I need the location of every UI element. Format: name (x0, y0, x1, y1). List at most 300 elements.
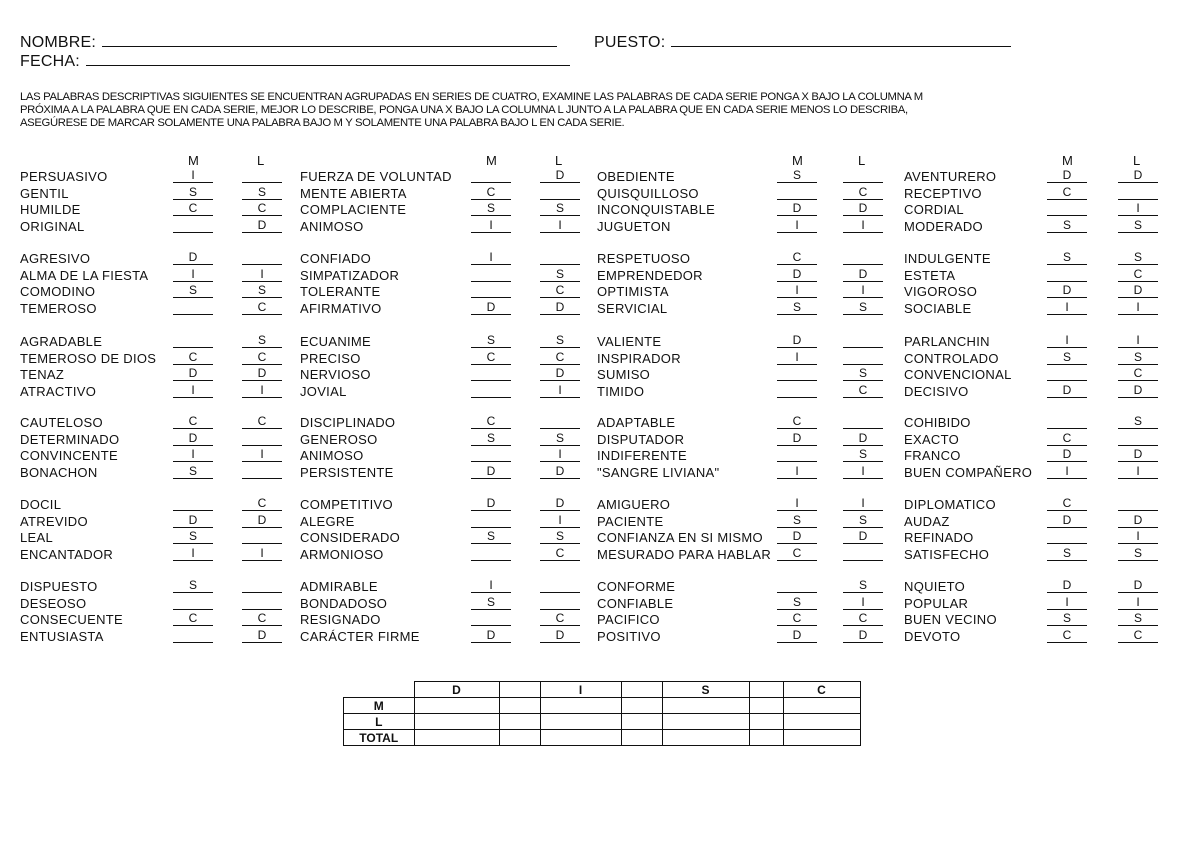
score-row-total (344, 730, 861, 746)
mark-m[interactable]: S (777, 168, 817, 183)
mark-m[interactable]: C (471, 414, 511, 429)
mark-l[interactable]: C (1118, 366, 1158, 381)
fecha-field[interactable] (86, 52, 570, 66)
puesto-field[interactable] (671, 33, 1011, 47)
score-spacer (749, 730, 783, 746)
nombre-field[interactable] (102, 33, 557, 47)
mark-m[interactable]: S (471, 201, 511, 216)
score-row-label: TOTAL (344, 730, 415, 746)
score-cell[interactable] (662, 698, 749, 714)
mark-l[interactable]: D (1118, 383, 1158, 398)
mark-m[interactable] (471, 383, 511, 398)
mark-l[interactable]: D (843, 267, 883, 282)
column-header-l: L (1133, 153, 1141, 168)
mark-l[interactable]: I (540, 218, 580, 233)
mark-m[interactable]: C (777, 414, 817, 429)
mark-m[interactable]: C (471, 350, 511, 365)
mark-m[interactable] (1047, 529, 1087, 544)
mark-m[interactable]: D (173, 431, 213, 446)
mark-l[interactable]: D (843, 201, 883, 216)
mark-l[interactable] (242, 595, 282, 610)
mark-m[interactable]: D (471, 300, 511, 315)
mark-m[interactable]: I (173, 383, 213, 398)
mark-m[interactable] (1047, 201, 1087, 216)
trait-word: VIGOROSO (904, 284, 978, 299)
mark-l[interactable]: D (540, 628, 580, 643)
mark-m[interactable] (471, 366, 511, 381)
trait-word: CONSIDERADO (300, 530, 401, 545)
mark-m[interactable]: C (777, 546, 817, 561)
mark-l[interactable]: D (540, 300, 580, 315)
score-spacer (621, 682, 662, 698)
mark-l[interactable]: C (242, 496, 282, 511)
mark-l[interactable]: I (540, 383, 580, 398)
mark-l[interactable]: D (540, 496, 580, 511)
score-header-d: D (414, 682, 499, 698)
trait-word: DETERMINADO (20, 431, 120, 447)
trait-word: ALMA DE LA FIESTA (20, 267, 149, 283)
mark-l[interactable]: S (540, 333, 580, 348)
score-cell[interactable] (783, 714, 860, 730)
mark-m[interactable]: I (1047, 464, 1087, 479)
mark-l[interactable]: S (540, 529, 580, 544)
mark-l[interactable]: S (540, 267, 580, 282)
mark-m[interactable] (173, 218, 213, 233)
trait-word: "SANGRE LIVIANA" (597, 464, 720, 480)
mark-m[interactable]: D (777, 628, 817, 643)
score-row-m (344, 698, 861, 714)
mark-m[interactable]: C (777, 250, 817, 265)
mark-m[interactable] (173, 496, 213, 511)
score-spacer (499, 698, 540, 714)
score-spacer (621, 714, 662, 730)
trait-word: TENAZ (20, 367, 65, 382)
mark-m[interactable]: I (173, 447, 213, 462)
mark-l[interactable]: I (1118, 595, 1158, 610)
mark-m[interactable]: D (1047, 283, 1087, 298)
mark-m[interactable]: D (1047, 578, 1087, 593)
mark-m[interactable]: C (1047, 628, 1087, 643)
mark-m[interactable] (1047, 267, 1087, 282)
mark-m[interactable]: D (471, 628, 511, 643)
trait-word: ADAPTABLE (597, 415, 676, 430)
score-spacer (499, 730, 540, 746)
trait-word: CAUTELOSO (20, 415, 103, 430)
mark-l[interactable]: I (540, 513, 580, 528)
mark-l[interactable]: I (242, 383, 282, 398)
mark-l[interactable]: C (242, 611, 282, 626)
mark-l[interactable] (242, 529, 282, 544)
mark-l[interactable]: S (843, 447, 883, 462)
trait-word: BUEN VECINO (904, 612, 997, 627)
score-cell[interactable] (540, 714, 621, 730)
trait-word: JUGUETON (597, 218, 671, 234)
mark-l[interactable] (1118, 496, 1158, 511)
mark-l[interactable] (242, 578, 282, 593)
mark-m[interactable]: S (1047, 250, 1087, 265)
column-header-m: M (1062, 153, 1073, 168)
mark-m[interactable]: S (1047, 350, 1087, 365)
mark-l[interactable] (1118, 185, 1158, 200)
trait-word: SERVICIAL (597, 300, 668, 316)
mark-l[interactable]: D (843, 628, 883, 643)
mark-m[interactable]: D (1047, 383, 1087, 398)
mark-m[interactable] (471, 611, 511, 626)
mark-m[interactable]: C (173, 414, 213, 429)
score-cell[interactable] (414, 714, 499, 730)
mark-m[interactable] (471, 513, 511, 528)
mark-l[interactable]: D (1118, 578, 1158, 593)
mark-m[interactable]: S (173, 185, 213, 200)
mark-l[interactable]: C (540, 350, 580, 365)
mark-m[interactable]: S (1047, 546, 1087, 561)
mark-m[interactable]: C (777, 611, 817, 626)
instruction-line: PRÓXIMA A LA PALABRA QUE EN CADA SERIE, MEJOR LO DESCRIBE, PONGA UNA X BAJO LA COLUMNA L JUNTO A LA PALABRA QUE EN CADA SERIE MENOS LO DESCRIBA, (20, 104, 908, 116)
trait-word: ALEGRE (300, 513, 355, 529)
mark-l[interactable] (242, 431, 282, 446)
mark-l[interactable]: D (1118, 283, 1158, 298)
mark-l[interactable]: I (1118, 201, 1158, 216)
mark-m[interactable]: I (173, 168, 213, 183)
mark-l[interactable]: D (843, 529, 883, 544)
mark-m[interactable] (471, 546, 511, 561)
trait-word: TOLERANTE (300, 284, 381, 299)
trait-word: CONVINCENTE (20, 448, 118, 463)
mark-l[interactable]: C (843, 383, 883, 398)
trait-word: ENTUSIASTA (20, 628, 104, 644)
trait-word: AGRADABLE (20, 334, 103, 349)
mark-l[interactable]: S (843, 578, 883, 593)
trait-word: CONFIANZA EN SI MISMO (597, 530, 763, 545)
mark-l[interactable]: I (1118, 300, 1158, 315)
mark-l[interactable] (540, 578, 580, 593)
mark-l[interactable] (540, 414, 580, 429)
mark-l[interactable]: S (540, 431, 580, 446)
mark-m[interactable]: I (777, 350, 817, 365)
mark-m[interactable]: I (471, 578, 511, 593)
mark-m[interactable]: D (1047, 168, 1087, 183)
trait-word: FUERZA DE VOLUNTAD (300, 169, 452, 184)
trait-word: CONFIADO (300, 251, 372, 266)
trait-word: COMPETITIVO (300, 497, 393, 512)
mark-m[interactable]: D (1047, 513, 1087, 528)
trait-word: ORIGINAL (20, 218, 85, 234)
mark-l[interactable]: I (1118, 464, 1158, 479)
score-cell[interactable] (414, 698, 499, 714)
mark-l[interactable]: C (540, 283, 580, 298)
trait-word: DIPLOMATICO (904, 497, 996, 512)
trait-word: INDULGENTE (904, 251, 991, 266)
trait-word: AGRESIVO (20, 251, 91, 266)
mark-m[interactable] (777, 447, 817, 462)
mark-l[interactable]: I (242, 546, 282, 561)
trait-word: ATREVIDO (20, 513, 88, 529)
mark-l[interactable] (242, 168, 282, 183)
mark-m[interactable]: I (173, 546, 213, 561)
trait-word: POPULAR (904, 595, 969, 611)
mark-l[interactable] (843, 546, 883, 561)
mark-m[interactable]: D (777, 529, 817, 544)
mark-l[interactable]: D (1118, 447, 1158, 462)
trait-word: ANIMOSO (300, 218, 364, 234)
mark-l[interactable]: C (1118, 628, 1158, 643)
mark-m[interactable] (471, 168, 511, 183)
mark-l[interactable]: D (1118, 168, 1158, 183)
trait-word: SUMISO (597, 367, 651, 382)
mark-l[interactable]: D (242, 628, 282, 643)
trait-word: SOCIABLE (904, 300, 972, 316)
mark-m[interactable]: I (471, 218, 511, 233)
trait-word: JOVIAL (300, 383, 347, 399)
mark-l[interactable]: I (242, 267, 282, 282)
trait-word: ATRACTIVO (20, 383, 97, 399)
mark-m[interactable]: C (173, 201, 213, 216)
mark-m[interactable]: C (471, 185, 511, 200)
trait-word: DOCIL (20, 497, 62, 512)
mark-l[interactable]: S (242, 185, 282, 200)
score-spacer (749, 714, 783, 730)
trait-word: PERSUASIVO (20, 169, 108, 184)
mark-m[interactable]: I (1047, 595, 1087, 610)
mark-l[interactable]: I (1118, 529, 1158, 544)
mark-m[interactable]: S (1047, 218, 1087, 233)
trait-word: TIMIDO (597, 383, 645, 399)
mark-m[interactable] (471, 447, 511, 462)
trait-word: AFIRMATIVO (300, 300, 382, 316)
mark-l[interactable]: C (843, 185, 883, 200)
mark-l[interactable]: I (242, 447, 282, 462)
mark-m[interactable] (173, 333, 213, 348)
trait-word: AVENTURERO (904, 169, 997, 184)
mark-m[interactable]: D (777, 333, 817, 348)
mark-l[interactable]: S (540, 201, 580, 216)
mark-m[interactable]: D (471, 496, 511, 511)
mark-l[interactable]: D (843, 431, 883, 446)
instructions (20, 91, 1150, 130)
trait-word: COMODINO (20, 284, 96, 299)
trait-word: PRECISO (300, 350, 361, 366)
mark-m[interactable] (777, 366, 817, 381)
trait-word: HUMILDE (20, 202, 81, 217)
mark-l[interactable]: D (540, 464, 580, 479)
mark-m[interactable]: I (471, 250, 511, 265)
mark-m[interactable]: I (173, 267, 213, 282)
trait-word: SATISFECHO (904, 546, 990, 562)
trait-word: NQUIETO (904, 579, 966, 594)
mark-l[interactable] (843, 333, 883, 348)
trait-word: PARLANCHIN (904, 334, 990, 349)
trait-word: OBEDIENTE (597, 169, 675, 184)
fecha-label: FECHA: (20, 53, 80, 70)
score-cell[interactable] (662, 730, 749, 746)
mark-m[interactable]: S (471, 529, 511, 544)
mark-m[interactable] (1047, 414, 1087, 429)
score-cell[interactable] (662, 714, 749, 730)
mark-l[interactable]: C (242, 300, 282, 315)
trait-word: ESTETA (904, 267, 956, 283)
mark-l[interactable]: C (242, 414, 282, 429)
mark-m[interactable] (777, 185, 817, 200)
mark-l[interactable] (1118, 431, 1158, 446)
mark-m[interactable]: S (471, 333, 511, 348)
mark-l[interactable] (242, 250, 282, 265)
trait-word: DISPUTADOR (597, 431, 685, 447)
trait-word: PERSISTENTE (300, 464, 394, 480)
mark-m[interactable]: I (777, 496, 817, 511)
mark-l[interactable]: S (1118, 350, 1158, 365)
trait-word: RESPETUOSO (597, 251, 691, 266)
trait-word: CONFORME (597, 579, 676, 594)
mark-l[interactable]: I (1118, 333, 1158, 348)
mark-l[interactable] (843, 350, 883, 365)
mark-m[interactable]: D (173, 366, 213, 381)
score-spacer (621, 698, 662, 714)
mark-l[interactable]: I (843, 595, 883, 610)
mark-l[interactable]: D (242, 218, 282, 233)
mark-m[interactable]: D (173, 250, 213, 265)
mark-l[interactable]: S (1118, 546, 1158, 561)
mark-m[interactable] (173, 628, 213, 643)
mark-l[interactable]: S (843, 366, 883, 381)
trait-word: EXACTO (904, 431, 960, 447)
mark-l[interactable]: C (843, 611, 883, 626)
mark-l[interactable]: I (540, 447, 580, 462)
mark-m[interactable] (471, 267, 511, 282)
mark-m[interactable]: C (173, 350, 213, 365)
trait-word: BONDADOSO (300, 595, 388, 611)
mark-m[interactable]: S (777, 595, 817, 610)
instruction-line: LAS PALABRAS DESCRIPTIVAS SIGUIENTES SE ENCUENTRAN AGRUPADAS EN SERIES DE CUATRO, EXAMINE LAS PALABRAS DE CADA SERIE PONGA X BAJO LA COLUMNA M (20, 91, 923, 103)
mark-m[interactable]: S (173, 529, 213, 544)
mark-m[interactable]: S (777, 300, 817, 315)
trait-word: QUISQUILLOSO (597, 185, 699, 201)
trait-word: NERVIOSO (300, 367, 371, 382)
mark-m[interactable]: S (173, 578, 213, 593)
mark-l[interactable] (843, 168, 883, 183)
mark-m[interactable]: I (777, 283, 817, 298)
column-header-m: M (188, 153, 199, 168)
trait-word: POSITIVO (597, 628, 661, 644)
mark-m[interactable]: S (471, 595, 511, 610)
mark-l[interactable] (540, 595, 580, 610)
trait-word: ANIMOSO (300, 448, 364, 463)
mark-l[interactable]: S (1118, 250, 1158, 265)
mark-l[interactable]: C (242, 350, 282, 365)
trait-word: COHIBIDO (904, 415, 971, 430)
mark-m[interactable]: S (1047, 611, 1087, 626)
score-cell[interactable] (540, 698, 621, 714)
nombre-label: NOMBRE: (20, 34, 97, 51)
mark-m[interactable]: D (777, 201, 817, 216)
puesto-row (594, 33, 1011, 52)
mark-m[interactable]: D (777, 431, 817, 446)
mark-m[interactable]: C (173, 611, 213, 626)
mark-m[interactable]: C (1047, 185, 1087, 200)
mark-l[interactable]: D (242, 366, 282, 381)
mark-m[interactable]: S (173, 283, 213, 298)
mark-m[interactable]: D (1047, 447, 1087, 462)
mark-l[interactable] (843, 250, 883, 265)
mark-m[interactable]: D (777, 267, 817, 282)
mark-m[interactable] (173, 595, 213, 610)
trait-word: ENCANTADOR (20, 546, 114, 562)
trait-word: MODERADO (904, 218, 983, 234)
mark-m[interactable]: D (173, 513, 213, 528)
score-row-label: L (344, 714, 415, 730)
score-row-label: M (344, 698, 415, 714)
mark-m[interactable] (471, 283, 511, 298)
column-header-m: M (486, 153, 497, 168)
mark-l[interactable] (540, 250, 580, 265)
mark-m[interactable]: C (1047, 496, 1087, 511)
mark-l[interactable]: S (1118, 414, 1158, 429)
trait-word: GENEROSO (300, 431, 378, 447)
mark-l[interactable]: D (540, 366, 580, 381)
mark-m[interactable] (777, 383, 817, 398)
mark-m[interactable]: I (777, 218, 817, 233)
trait-word: CONVENCIONAL (904, 367, 1012, 382)
score-cell[interactable] (783, 730, 860, 746)
mark-l[interactable] (843, 414, 883, 429)
mark-m[interactable] (777, 578, 817, 593)
mark-l[interactable]: S (1118, 611, 1158, 626)
mark-l[interactable]: C (1118, 267, 1158, 282)
mark-l[interactable] (242, 464, 282, 479)
mark-l[interactable]: I (843, 496, 883, 511)
mark-m[interactable]: C (1047, 431, 1087, 446)
trait-word: COMPLACIENTE (300, 202, 407, 217)
mark-m[interactable]: I (777, 464, 817, 479)
mark-l[interactable]: I (843, 464, 883, 479)
mark-m[interactable] (1047, 366, 1087, 381)
mark-m[interactable]: D (471, 464, 511, 479)
score-corner (344, 682, 415, 698)
trait-word: TEMEROSO (20, 300, 97, 316)
mark-l[interactable]: S (1118, 218, 1158, 233)
trait-word: LEAL (20, 530, 54, 545)
mark-m[interactable]: I (1047, 300, 1087, 315)
score-cell[interactable] (540, 730, 621, 746)
mark-l[interactable]: S (242, 333, 282, 348)
mark-l[interactable]: C (242, 201, 282, 216)
score-cell[interactable] (414, 730, 499, 746)
mark-m[interactable]: S (471, 431, 511, 446)
trait-word: CONFIABLE (597, 595, 674, 611)
trait-word: GENTIL (20, 185, 69, 201)
trait-word: CONSECUENTE (20, 612, 123, 627)
instruction-line: ASEGÚRESE DE MARCAR SOLAMENTE UNA PALABRA BAJO M Y SOLAMENTE UNA PALABRA BAJO L EN CADA SERIE. (20, 117, 625, 129)
trait-word: MENTE ABIERTA (300, 185, 407, 201)
mark-l[interactable]: S (843, 300, 883, 315)
trait-word: TEMEROSO DE DIOS (20, 350, 157, 366)
mark-l[interactable] (540, 185, 580, 200)
mark-l[interactable]: C (540, 611, 580, 626)
mark-l[interactable]: S (843, 513, 883, 528)
mark-l[interactable]: C (540, 546, 580, 561)
mark-l[interactable]: I (843, 218, 883, 233)
mark-l[interactable]: I (843, 283, 883, 298)
mark-m[interactable]: I (1047, 333, 1087, 348)
score-cell[interactable] (783, 698, 860, 714)
mark-l[interactable]: D (242, 513, 282, 528)
mark-m[interactable]: S (777, 513, 817, 528)
mark-l[interactable]: D (1118, 513, 1158, 528)
mark-l[interactable]: D (540, 168, 580, 183)
mark-l[interactable]: S (242, 283, 282, 298)
mark-m[interactable]: S (173, 464, 213, 479)
mark-m[interactable] (173, 300, 213, 315)
score-spacer (499, 682, 540, 698)
